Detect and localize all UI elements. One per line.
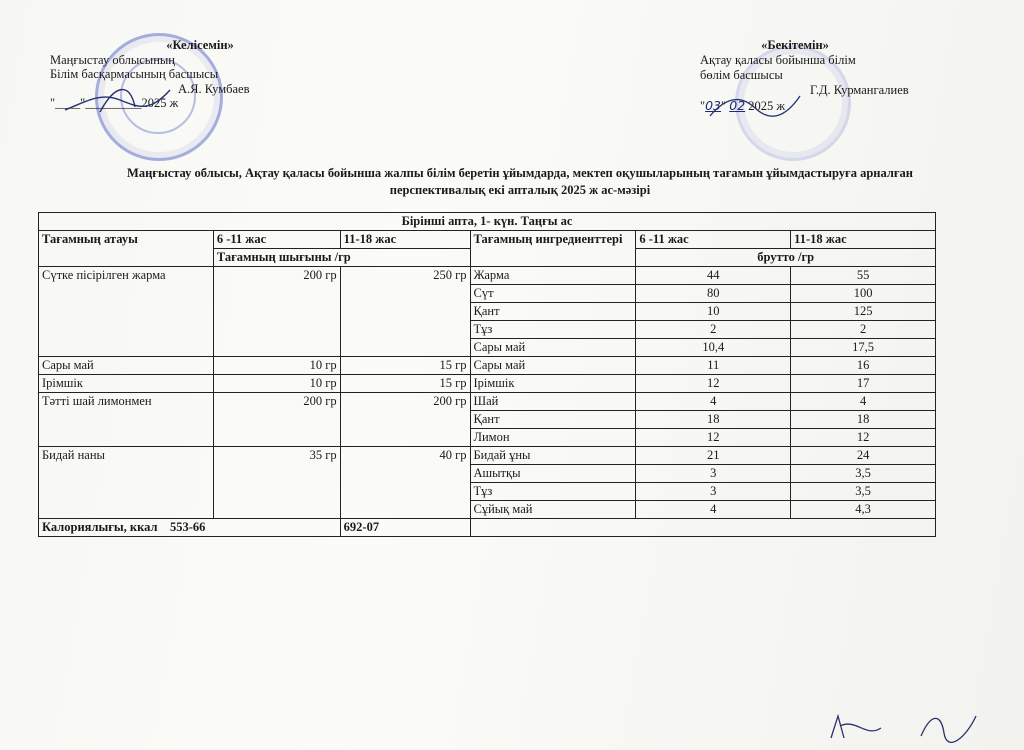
ingredient-gross-6-11: 44 [636, 267, 791, 285]
calories-11-18: 692-07 [340, 519, 470, 537]
header-gross: брутто /гр [636, 249, 936, 267]
dish-yield-11-18: 200 гр [340, 393, 470, 447]
ingredient-gross-11-18: 55 [791, 267, 936, 285]
ingredient-gross-11-18: 17,5 [791, 339, 936, 357]
ingredient-name: Сұйық май [470, 501, 636, 519]
dish-name: Ірімшік [39, 375, 214, 393]
handwritten-initials [826, 708, 986, 748]
ingredient-name: Тұз [470, 321, 636, 339]
approval-line-right-2: бөлім басшысы [700, 68, 783, 82]
ingredient-gross-11-18: 2 [791, 321, 936, 339]
header-ing-age2: 11-18 жас [791, 231, 936, 249]
ingredient-name: Тұз [470, 483, 636, 501]
ingredient-gross-11-18: 24 [791, 447, 936, 465]
ingredient-gross-6-11: 4 [636, 393, 791, 411]
table-row [39, 393, 936, 411]
document-heading [40, 165, 1000, 199]
table-caption: Бірінші апта, 1- күн. Таңғы ас [39, 213, 936, 231]
header-ing-age1: 6 -11 жас [636, 231, 791, 249]
approval-signer-right: Г.Д. Курмангалиев [810, 83, 909, 97]
ingredient-gross-11-18: 100 [791, 285, 936, 303]
ingredient-name: Жарма [470, 267, 636, 285]
table-row [39, 357, 936, 375]
calories-row [39, 519, 936, 537]
header-ingredients: Тағамның ингредиенттері [470, 231, 636, 267]
ingredient-gross-11-18: 3,5 [791, 483, 936, 501]
dish-yield-11-18: 15 гр [340, 375, 470, 393]
ingredient-gross-6-11: 10 [636, 303, 791, 321]
calories-empty [470, 519, 936, 537]
heading-line-1: Маңғыстау облысы, Ақтау қаласы бойынша жалпы білім беретін ұйымдарда, мектеп оқушыларының тағамын ұйымдастыруға арналған [127, 166, 913, 180]
ingredient-gross-11-18: 4,3 [791, 501, 936, 519]
ingredient-gross-6-11: 4 [636, 501, 791, 519]
approval-line-left-1: Маңғыстау облысының [50, 52, 175, 67]
ingredient-gross-6-11: 3 [636, 465, 791, 483]
approval-month: 02 [729, 98, 746, 113]
approval-date-right: "03" 02 2025 ж [700, 98, 786, 113]
ingredient-gross-6-11: 80 [636, 285, 791, 303]
dish-yield-6-11: 10 гр [213, 357, 340, 375]
signature-right [705, 88, 805, 124]
header-dish-name: Тағамның атауы [39, 231, 214, 267]
ingredient-gross-6-11: 12 [636, 375, 791, 393]
table-row [39, 447, 936, 465]
dish-yield-11-18: 15 гр [340, 357, 470, 375]
ingredient-gross-11-18: 17 [791, 375, 936, 393]
dish-yield-11-18: 40 гр [340, 447, 470, 519]
ingredient-gross-11-18: 12 [791, 429, 936, 447]
dish-yield-6-11: 200 гр [213, 393, 340, 447]
approval-title-right: «Бекітемін» [761, 38, 829, 52]
ingredient-name: Қант [470, 411, 636, 429]
ingredient-name: Сүт [470, 285, 636, 303]
ingredient-gross-11-18: 16 [791, 357, 936, 375]
ingredient-name: Бидай ұны [470, 447, 636, 465]
table-row [39, 375, 936, 393]
calories-label: Калориялығы, ккал [42, 520, 158, 534]
ingredient-name: Шай [470, 393, 636, 411]
header-age1: 6 -11 жас [213, 231, 340, 249]
ingredient-name: Ірімшік [470, 375, 636, 393]
dish-yield-6-11: 200 гр [213, 267, 340, 357]
ingredient-name: Қант [470, 303, 636, 321]
heading-line-2: перспективалық екі апталық 2025 ж ас-мәзірі [389, 183, 651, 197]
header-age2: 11-18 жас [340, 231, 470, 249]
approval-signer-left: А.Я. Кумбаев [178, 81, 250, 96]
signature-left [60, 72, 180, 122]
ingredient-gross-6-11: 12 [636, 429, 791, 447]
ingredient-name: Ашытқы [470, 465, 636, 483]
ingredient-name: Сары май [470, 357, 636, 375]
calories-label-cell [39, 519, 341, 537]
dish-name: Тәтті шай лимонмен [39, 393, 214, 447]
approval-title-left: «Келісемін» [166, 38, 234, 52]
ingredient-name: Лимон [470, 429, 636, 447]
header-yield: Тағамның шығыны /гр [213, 249, 470, 267]
ingredient-gross-11-18: 125 [791, 303, 936, 321]
ingredient-gross-6-11: 11 [636, 357, 791, 375]
approval-line-left-2: Білім басқармасының басшысы [50, 67, 219, 81]
ingredient-gross-11-18: 18 [791, 411, 936, 429]
dish-name: Сүтке пісірілген жарма [39, 267, 214, 357]
menu-table [38, 212, 936, 537]
dish-yield-11-18: 250 гр [340, 267, 470, 357]
calories-6-11: 553-66 [170, 520, 206, 534]
ingredient-gross-11-18: 3,5 [791, 465, 936, 483]
approval-day: 03 [705, 98, 722, 113]
dish-yield-6-11: 35 гр [213, 447, 340, 519]
ingredient-gross-6-11: 3 [636, 483, 791, 501]
approval-date-left: "____"_________2025 ж [50, 96, 179, 110]
ingredient-gross-6-11: 18 [636, 411, 791, 429]
dish-yield-6-11: 10 гр [213, 375, 340, 393]
ingredient-gross-11-18: 4 [791, 393, 936, 411]
ingredient-name: Сары май [470, 339, 636, 357]
approval-line-right-1: Ақтау қаласы бойынша білім [700, 53, 856, 67]
ingredient-gross-6-11: 21 [636, 447, 791, 465]
ingredient-gross-6-11: 2 [636, 321, 791, 339]
dish-name: Бидай наны [39, 447, 214, 519]
ingredient-gross-6-11: 10,4 [636, 339, 791, 357]
dish-name: Сары май [39, 357, 214, 375]
table-row [39, 267, 936, 285]
